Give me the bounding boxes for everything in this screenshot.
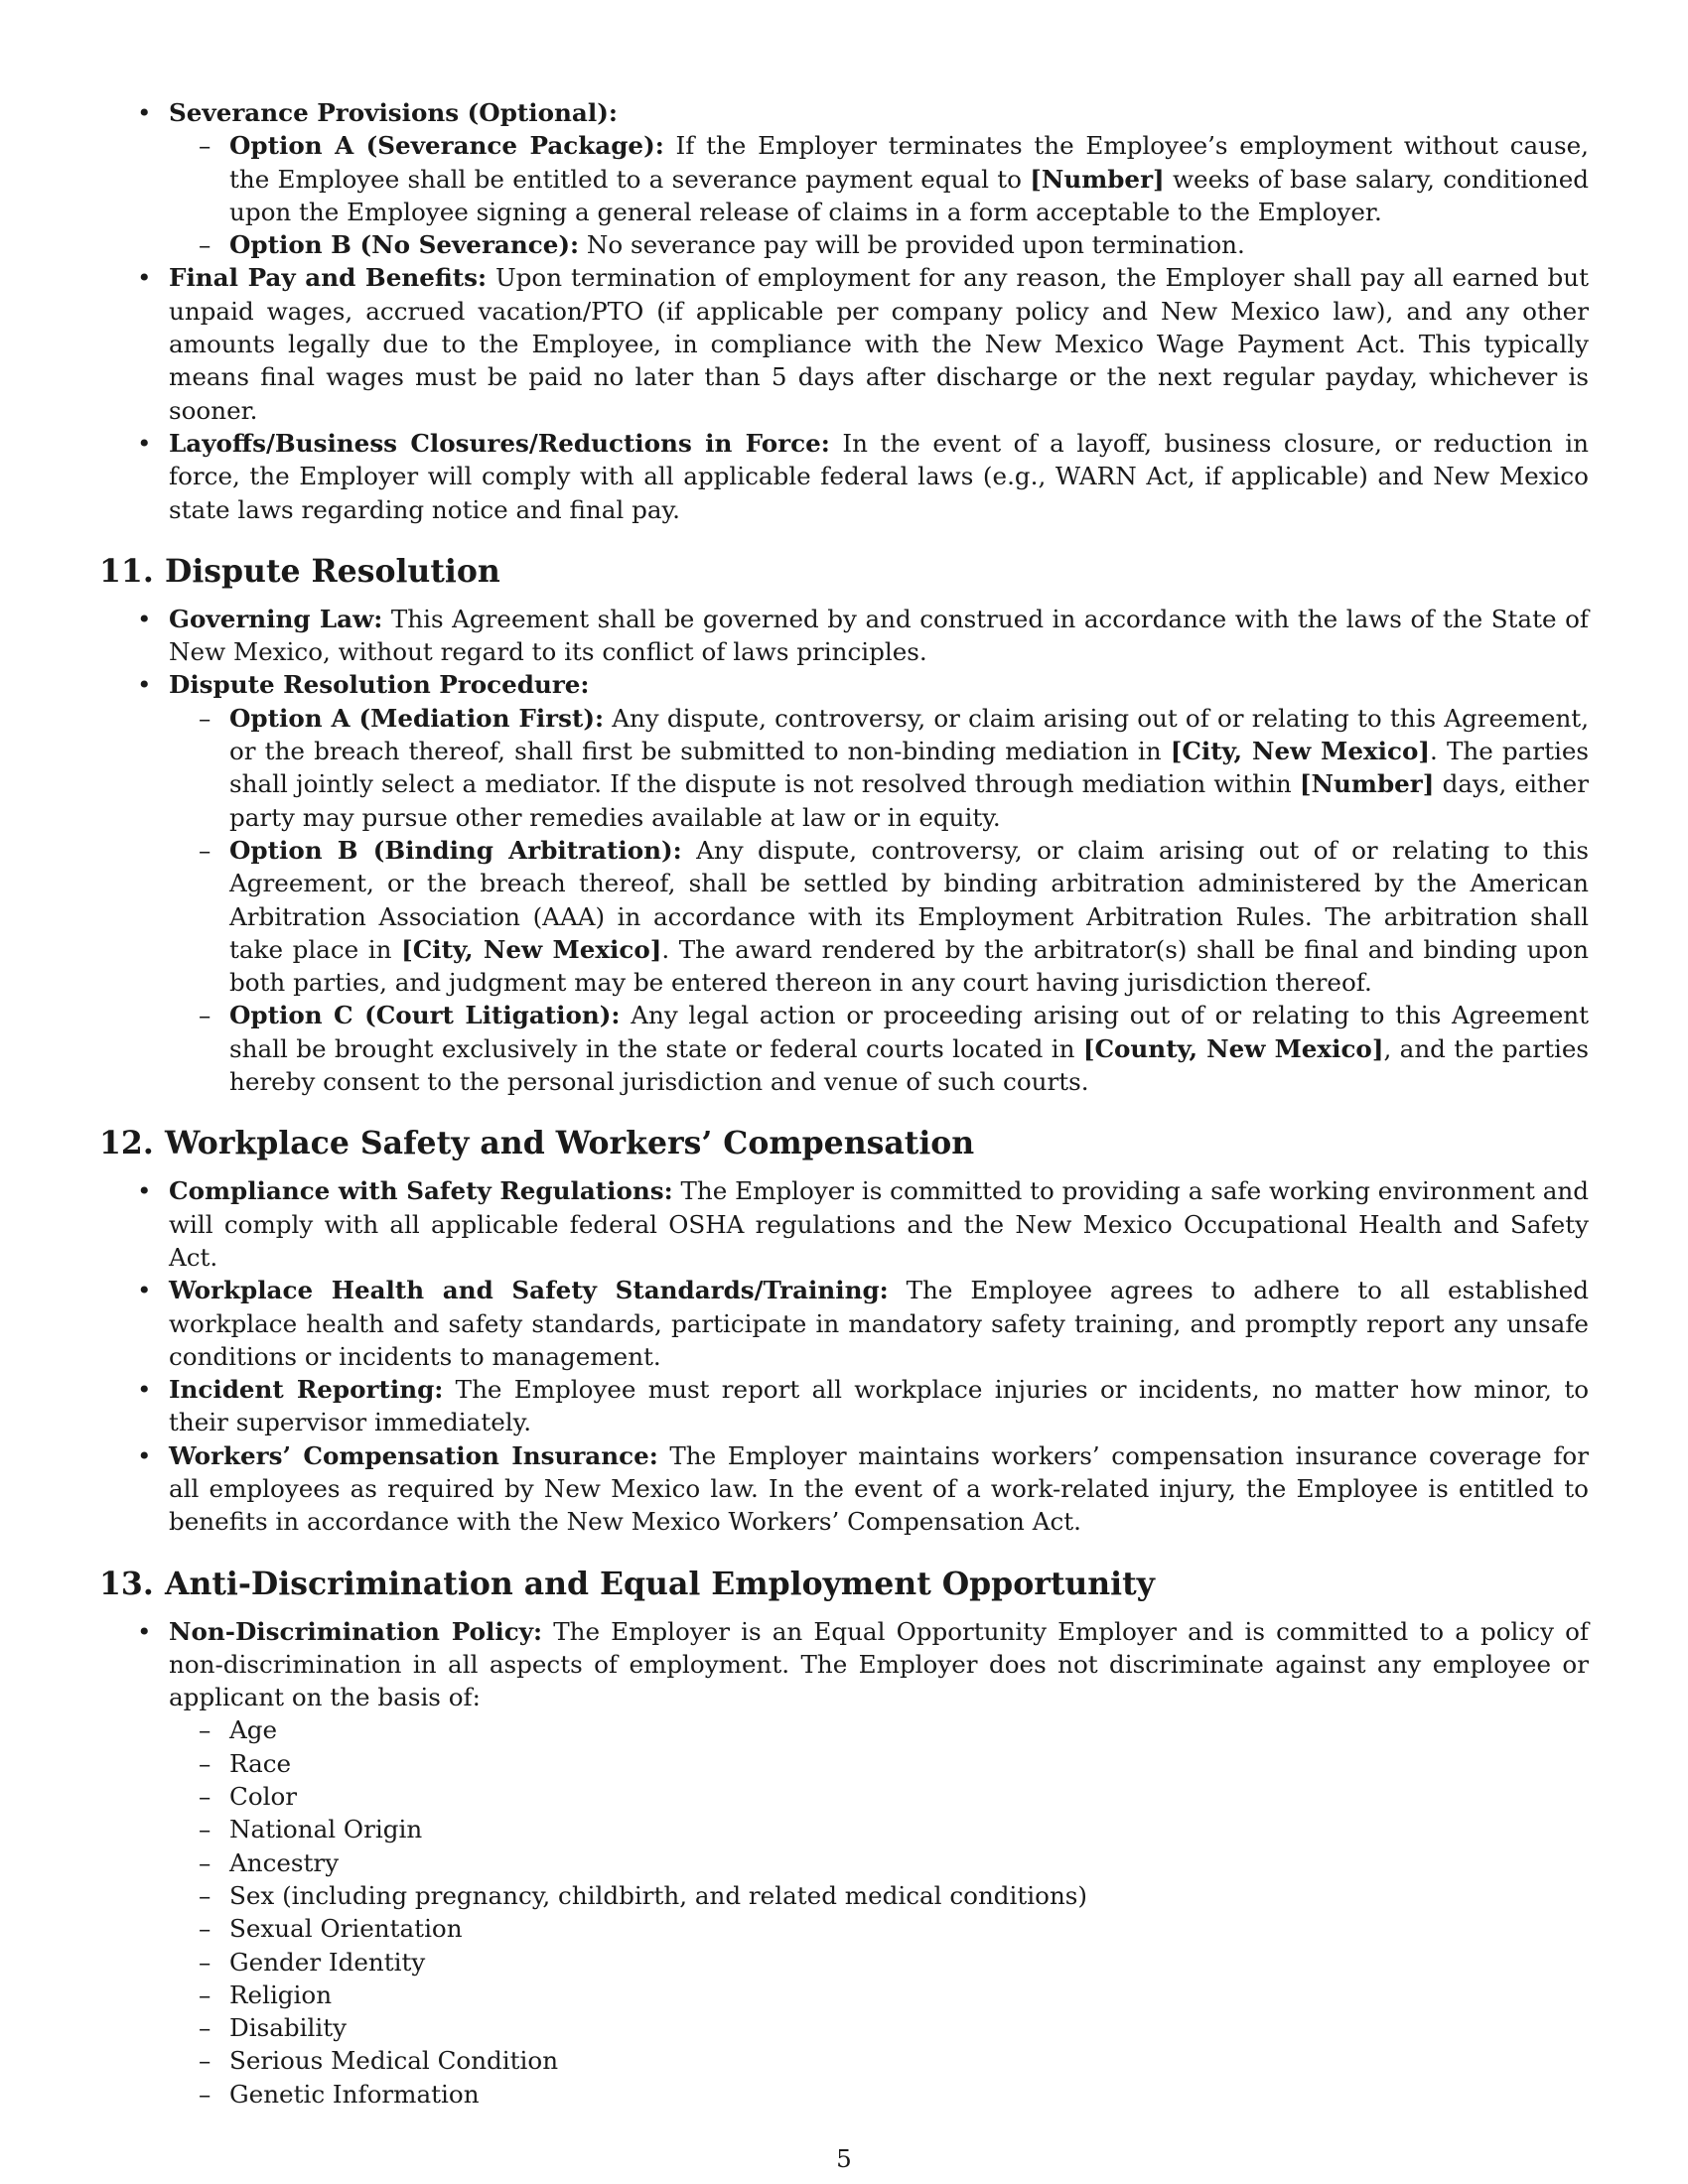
dispute-option-a [229, 702, 1589, 834]
placeholder-city: [City, New Mexico] [1170, 737, 1431, 766]
option-text: No severance pay will be provided upon termination. [579, 230, 1245, 260]
item-label: Incident Reporting: [169, 1375, 444, 1405]
list-item-layoffs [169, 427, 1589, 526]
list-item-dispute-procedure [169, 668, 1589, 1098]
section-number: 13. [99, 1565, 154, 1602]
option-label: Option A (Mediation First): [229, 703, 605, 733]
option-text: Any legal action or proceeding arising out of or relating to this Agreement shall be brought exclusively in the state or federal courts located in [229, 1001, 1589, 1063]
severance-option-a [229, 129, 1589, 228]
protected-basis: – Gender Identity [229, 1946, 1589, 1979]
option-label: Option A (Severance Package): [229, 131, 664, 161]
severance-options [169, 129, 1589, 261]
item-text: The Employer is an Equal Opportunity Employer and is committed to a policy of non-discrimination in all aspects of employment. The Employer does not discriminate against any employee or applicant on the basis of: [169, 1616, 1589, 1712]
item-label: Workers’ Compensation Insurance: [169, 1440, 658, 1470]
section-11-heading [99, 552, 1589, 592]
option-label: Option C (Court Litigation): [229, 1001, 621, 1030]
item-label: Layoffs/Business Closures/Reductions in Force: [169, 428, 830, 458]
placeholder-county: [County, New Mexico] [1082, 1033, 1384, 1063]
section-number: 12. [99, 1125, 154, 1162]
placeholder-number: [Number] [1299, 769, 1435, 799]
list-item [169, 1174, 1589, 1274]
option-text: If the Employer terminates the Employee’s employment without cause, the Employee shall be entitled to a severance payment equal to [229, 131, 1589, 194]
section-number: 11. [99, 552, 154, 590]
item-label: Dispute Resolution Procedure: [169, 670, 590, 700]
item-label: Non-Discrimination Policy: [169, 1616, 543, 1646]
item-text: The Employee agrees to adhere to all established workplace health and safety standards, participate in mandatory safety training, and promptly report any unsafe conditions or incidents to management. [169, 1276, 1589, 1371]
protected-basis: – Age [229, 1713, 1589, 1746]
option-text: , and the parties hereby consent to the personal jurisdiction and venue of such courts. [229, 1033, 1589, 1097]
item-text: This Agreement shall be governed by and construed in accordance with the laws of the State of New Mexico, without regard to its conflict of laws principles. [169, 604, 1589, 667]
protected-basis: – Disability [229, 2011, 1589, 2044]
protected-basis: – Serious Medical Condition [229, 2044, 1589, 2077]
protected-basis: – Color [229, 1780, 1589, 1813]
option-text: . The parties shall jointly select a mediator. If the dispute is not resolved through mediation within [229, 737, 1589, 799]
list-item [169, 1373, 1589, 1439]
dispute-options [169, 702, 1589, 1099]
page-number: 5 [836, 2144, 852, 2173]
item-text: Upon termination of employment for any reason, the Employer shall pay all earned but unpaid wages, accrued vacation/PTO (if applicable per company policy and New Mexico law), and any other amounts legally due to the Employee, in compliance with the New Mexico Wage Payment Act. This typically means final wages must be paid no later than 5 days after discharge or the next regular payday, whichever is sooner. [169, 263, 1589, 425]
severance-heading: Severance Provisions (Optional): [169, 98, 618, 127]
section-title: Dispute Resolution [165, 552, 500, 590]
protected-basis: – Religion [229, 1979, 1589, 2011]
termination-list [99, 96, 1589, 526]
item-label: Compliance with Safety Regulations: [169, 1176, 673, 1206]
item-label: Final Pay and Benefits: [169, 263, 488, 293]
list-item-non-discrimination [169, 1615, 1589, 2111]
option-text: Any dispute, controversy, or claim arising out of or relating to this Agreement, or the breach thereof, shall be settled by binding arbitration administered by the American Arbitration Association (AAA) in accordance with its Employment Arbitration Rules. The arbitration shall take place in [229, 835, 1589, 964]
protected-basis: – National Origin [229, 1813, 1589, 1845]
option-text: . The award rendered by the arbitrator(s) shall be final and binding upon both parties, and judgment may be entered thereon in any court having jurisdiction thereof. [229, 934, 1589, 998]
document-page [99, 96, 1589, 2111]
item-text: The Employer maintains workers’ compensation insurance coverage for all employees as required by New Mexico law. In the event of a work-related injury, the Employee is entitled to benefits in accordance with the New Mexico Workers’ Compensation Act. [169, 1440, 1589, 1537]
item-label: Governing Law: [169, 604, 383, 633]
option-text: Any dispute, controversy, or claim arising out of or relating to this Agreement, or the breach thereof, shall first be submitted to non-binding mediation in [229, 703, 1590, 766]
protected-basis: – Genetic Information [229, 2078, 1589, 2111]
dispute-option-b [229, 834, 1589, 999]
eeo-list [99, 1615, 1589, 2111]
option-label: Option B (Binding Arbitration): [229, 835, 682, 865]
section-13-heading [99, 1565, 1589, 1604]
protected-basis: – Sex (including pregnancy, childbirth, and related medical conditions) [229, 1879, 1589, 1912]
list-item [169, 1439, 1589, 1539]
list-item [169, 1274, 1589, 1373]
option-text: days, either party may pursue other remedies available at law or in equity. [229, 769, 1589, 832]
dispute-option-c [229, 999, 1589, 1098]
item-text: The Employer is committed to providing a safe working environment and will comply with all applicable federal OSHA regulations and the New Mexico Occupational Health and Safety Act. [169, 1176, 1589, 1272]
policy-paragraph [169, 1615, 1589, 1714]
placeholder-number: [Number] [1030, 164, 1165, 194]
option-text: weeks of base salary, conditioned upon the Employee signing a general release of claims in a form acceptable to the Employer. [229, 164, 1589, 226]
protected-basis: – Sexual Orientation [229, 1912, 1589, 1945]
dispute-list [99, 603, 1589, 1098]
placeholder-city: [City, New Mexico] [401, 934, 662, 964]
severance-option-b [229, 228, 1589, 261]
item-text: In the event of a layoff, business closure, or reduction in force, the Employer will comply with all applicable federal laws (e.g., WARN Act, if applicable) and New Mexico state laws regarding notice and final pay. [169, 428, 1589, 524]
item-label: Workplace Health and Safety Standards/Training: [169, 1276, 889, 1305]
safety-list [99, 1174, 1589, 1538]
section-title: Workplace Safety and Workers’ Compensation [165, 1125, 975, 1162]
section-title: Anti-Discrimination and Equal Employment Opportunity [165, 1565, 1155, 1602]
protected-basis: – Ancestry [229, 1846, 1589, 1879]
item-text: The Employee must report all workplace injuries or incidents, no matter how minor, to their supervisor immediately. [169, 1375, 1590, 1437]
list-item-severance [169, 96, 1589, 261]
option-label: Option B (No Severance): [229, 230, 580, 260]
list-item-governing-law [169, 603, 1589, 669]
section-12-heading [99, 1124, 1589, 1163]
list-item-final-pay [169, 261, 1589, 426]
protected-basis: – Race [229, 1747, 1589, 1780]
protected-bases-list [169, 1713, 1589, 2111]
